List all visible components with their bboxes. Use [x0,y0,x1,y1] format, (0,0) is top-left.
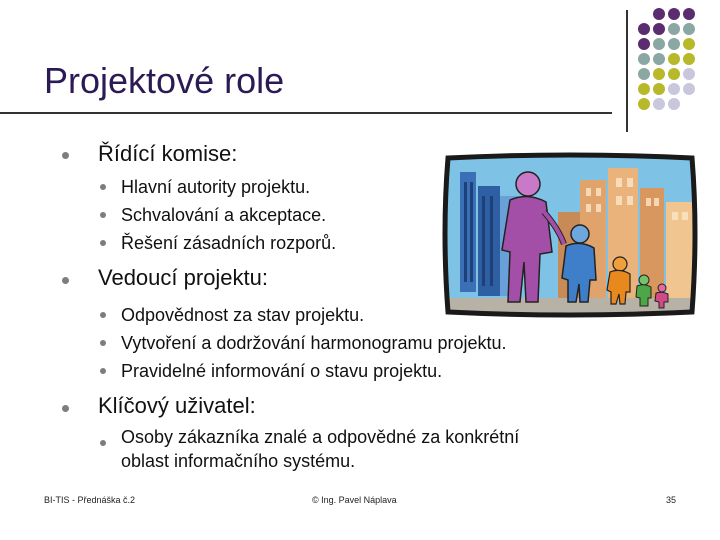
section-heading-steering: Řídící komise: [98,141,238,166]
page-number: 35 [666,495,677,505]
list-item: Vytvoření a dodržování harmonogramu projektu. [121,333,507,353]
list-item: Schvalování a akceptace. [121,205,327,225]
decorative-dot [653,23,665,35]
decorative-dot [638,38,650,50]
list-item: Osoby zákazníka znalé a odpovědné za konkrétní [121,427,520,447]
decorative-dot [668,83,680,95]
decorative-dot [653,68,665,80]
decorative-dot [668,8,680,20]
decorative-dot [638,68,650,80]
list-item-continuation: oblast informačního systému. [121,451,356,471]
family-walking-city-clipart [440,152,698,318]
bullet-icon [62,405,69,412]
decorative-dot [683,38,695,50]
decorative-dot [653,53,665,65]
footer-course: BI-TIS - Přednáška č.2 [44,495,136,505]
decorative-dot [638,83,650,95]
bullet-icon [100,440,106,446]
decorative-dot [683,53,695,65]
list-item: Pravidelné informování o stavu projektu. [121,361,443,381]
section-heading-manager: Vedoucí projektu: [98,265,269,290]
title-underline [0,112,612,114]
decorative-dot [668,98,680,110]
bullet-icon [100,184,106,190]
decorative-dot [638,53,650,65]
bullet-icon [62,277,69,284]
decorative-dot [638,23,650,35]
decorative-dot [683,83,695,95]
decorative-dot [668,38,680,50]
bullet-icon [100,312,106,318]
list-item: Hlavní autority projektu. [121,177,311,197]
decorative-dot [668,23,680,35]
bullet-icon [100,368,106,374]
decorative-dot [668,68,680,80]
decorative-dot [683,8,695,20]
list-item: Řešení zásadních rozporů. [121,233,337,253]
decorative-vertical-rule [626,10,628,132]
footer-author: © Ing. Pavel Náplava [312,495,397,505]
bullet-icon [100,240,106,246]
decorative-dot [638,98,650,110]
list-item: Odpovědnost za stav projektu. [121,305,365,325]
section-heading-key-user: Klíčový uživatel: [98,393,256,418]
decorative-dot [683,68,695,80]
decorative-dot [653,98,665,110]
decorative-dot [683,23,695,35]
bullet-icon [62,152,69,159]
decorative-dot [653,38,665,50]
bullet-icon [100,340,106,346]
decorative-dot [653,83,665,95]
decorative-dot [653,8,665,20]
decorative-dot [668,53,680,65]
bullet-icon [100,212,106,218]
slide-title: Projektové role [44,60,285,101]
